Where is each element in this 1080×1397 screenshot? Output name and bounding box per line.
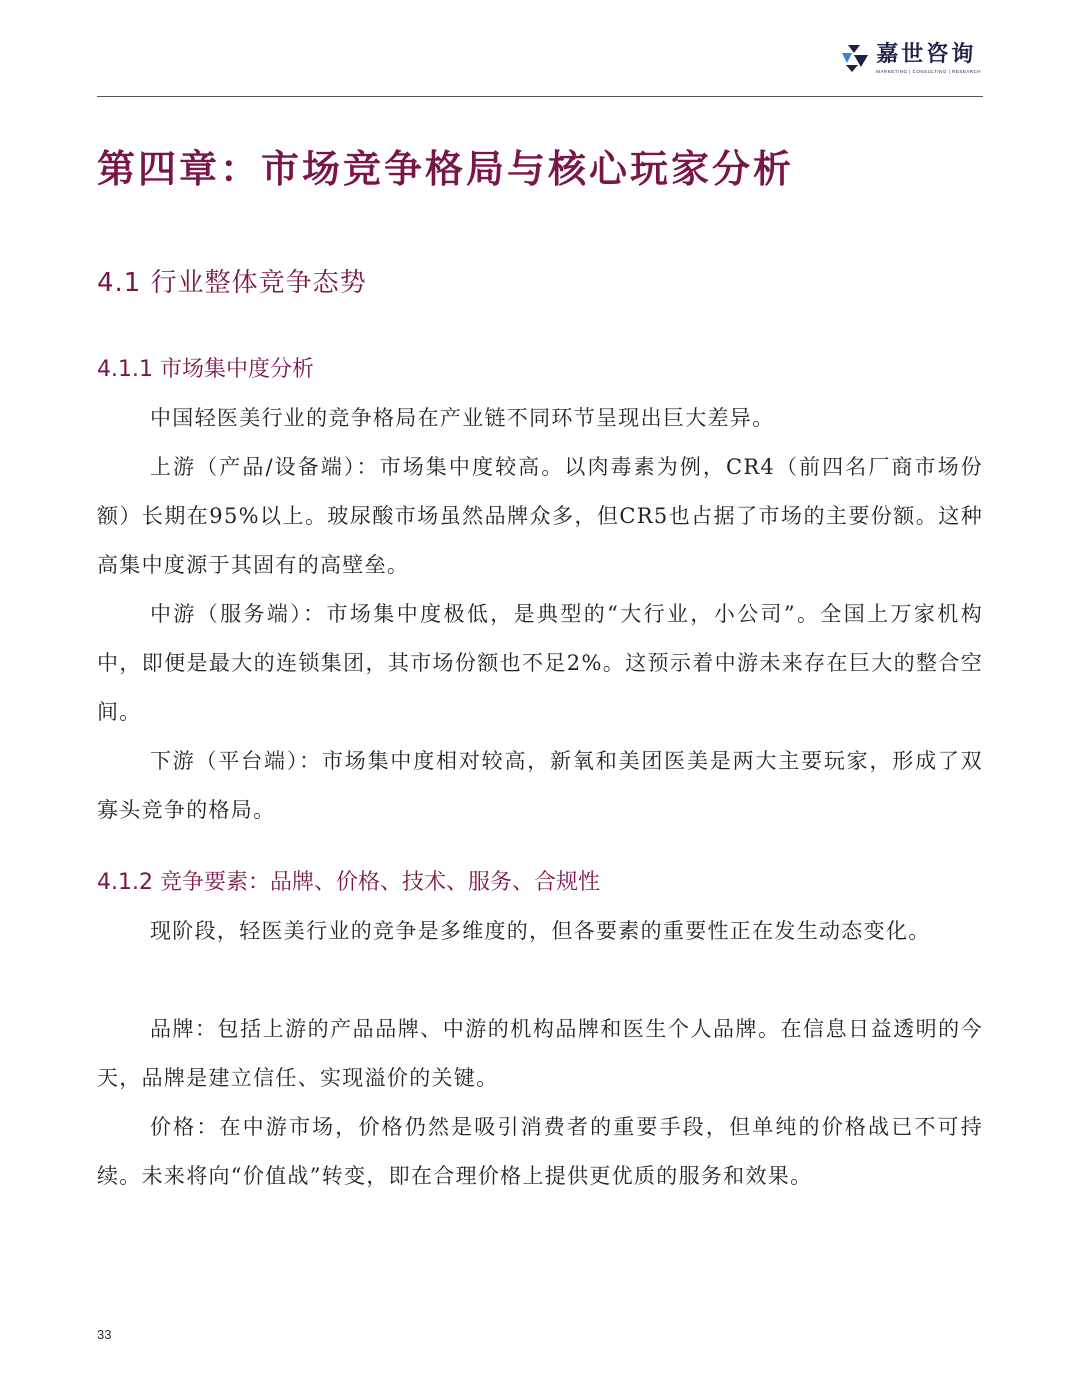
page-header [97,0,983,97]
paragraph: 现阶段，轻医美行业的竞争是多维度的，但各要素的重要性正在发生动态变化。 [150,919,931,943]
brand-logo-group [840,42,981,74]
section-heading: 4.1 行业整体竞争态势 [97,268,367,298]
paragraph: 中游（服务端）：市场集中度极低，是典型的“大行业，小公司”。全国上万家机构中，即便是最大的连锁集团，其市场份额也不足2%。这预示着中游未来存在巨大的整合空间。 [97,602,983,724]
chapter-title: 第四章：市场竞争格局与核心玩家分析 [97,146,795,191]
subsection-heading-competition-factors: 4.1.2 竞争要素：品牌、价格、技术、服务、合规性 [97,870,600,895]
paragraph: 中国轻医美行业的竞争格局在产业链不同环节呈现出巨大差异。 [150,406,775,430]
brand-name: 嘉世咨询 [876,42,977,67]
brand-tagline: MARKETING | CONSULTING | RESEARCH [876,69,981,74]
company-logo-icon [840,43,870,73]
paragraph: 上游（产品/设备端）：市场集中度较高。以肉毒素为例，CR4（前四名厂商市场份额）长期在95%以上。玻尿酸市场虽然品牌众多，但CR5也占据了市场的主要份额。这种高集中度源于其固有的高壁垒。 [97,455,983,577]
paragraph: 下游（平台端）：市场集中度相对较高，新氧和美团医美是两大主要玩家，形成了双寡头竞争的格局。 [97,749,983,822]
paragraph: 品牌：包括上游的产品品牌、中游的机构品牌和医生个人品牌。在信息日益透明的今天，品牌是建立信任、实现溢价的关键。 [97,1017,983,1090]
paragraph: 价格：在中游市场，价格仍然是吸引消费者的重要手段，但单纯的价格战已不可持续。未来将向“价值战”转变，即在合理价格上提供更优质的服务和效果。 [97,1115,983,1188]
subsection-heading-concentration: 4.1.1 市场集中度分析 [97,357,314,382]
page-number: 33 [97,1327,112,1342]
